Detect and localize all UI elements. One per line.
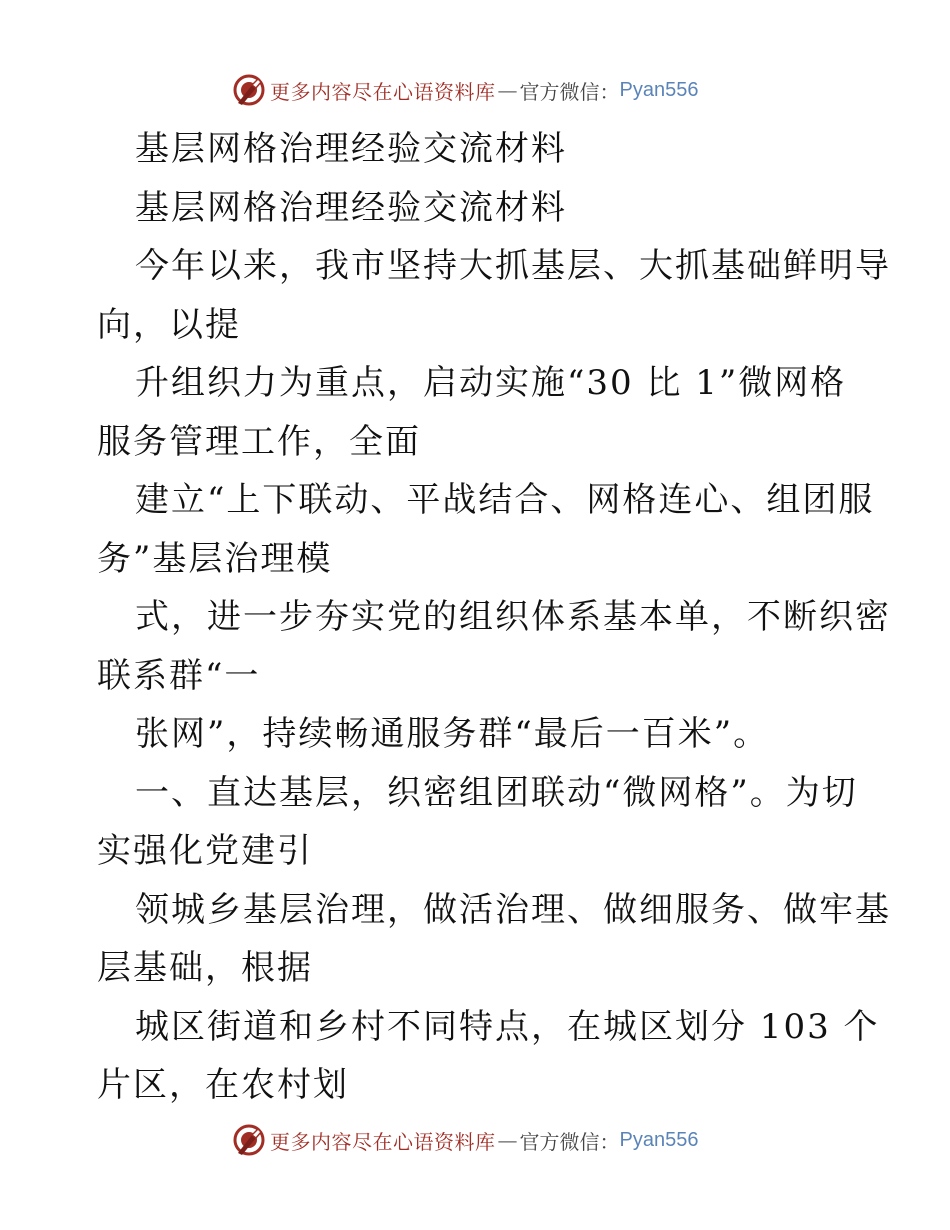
body-text-line: 基层网格治理经验交流材料 [135, 129, 567, 169]
body-text-line: 实强化党建引 [97, 831, 313, 871]
body-text-line: 式，进一步夯实党的组织体系基本单，不断织密 [135, 597, 891, 637]
body-text-line: 城区街道和乡村不同特点，在城区划分 103 个 [135, 1006, 880, 1047]
pen-logo-icon [232, 73, 266, 107]
body-text-line: 升组织力为重点，启动实施“30 比 1”微网格 [135, 363, 847, 403]
body-text-line: 张网”，持续畅通服务群“最后一百米”。 [135, 714, 770, 754]
banner-wechat-id: Pyan556 [619, 78, 699, 101]
document-body [97, 120, 891, 1115]
body-text-line: 领城乡基层治理，做活治理、做细服务、做牢基 [135, 889, 891, 930]
pen-logo-icon [232, 1123, 266, 1157]
banner-slogan: 更多内容尽在心语资料库 [270, 79, 496, 104]
body-text-line: 联系群“一 [97, 655, 261, 696]
body-text-line: 一、直达基层，织密组团联动“微网格”。为切 [135, 772, 858, 813]
banner-wechat-id: Pyan556 [619, 1128, 699, 1151]
body-text-line: 今年以来，我市坚持大抓基层、大抓基础鲜明导 [135, 246, 891, 286]
banner-wechat-label: 官方微信： [519, 79, 620, 104]
banner-wechat-label: 官方微信： [519, 1129, 620, 1154]
banner-slogan: 更多内容尽在心语资料库 [270, 1129, 496, 1154]
body-text-line: 服务管理工作，全面 [97, 421, 421, 462]
body-text-line: 基层网格治理经验交流材料 [135, 187, 567, 228]
body-text-line: 片区，在农村划 [97, 1065, 349, 1105]
body-text-line: 建立“上下联动、平战结合、网格连心、组团服 [135, 480, 875, 520]
footer-banner [232, 1120, 732, 1160]
body-text-line: 务”基层治理模 [97, 538, 333, 579]
body-text-line: 层基础，根据 [97, 948, 313, 988]
banner-separator: — [497, 78, 518, 102]
banner-separator: — [497, 1128, 518, 1152]
body-text-line: 向，以提 [97, 304, 241, 345]
header-banner [232, 70, 732, 110]
